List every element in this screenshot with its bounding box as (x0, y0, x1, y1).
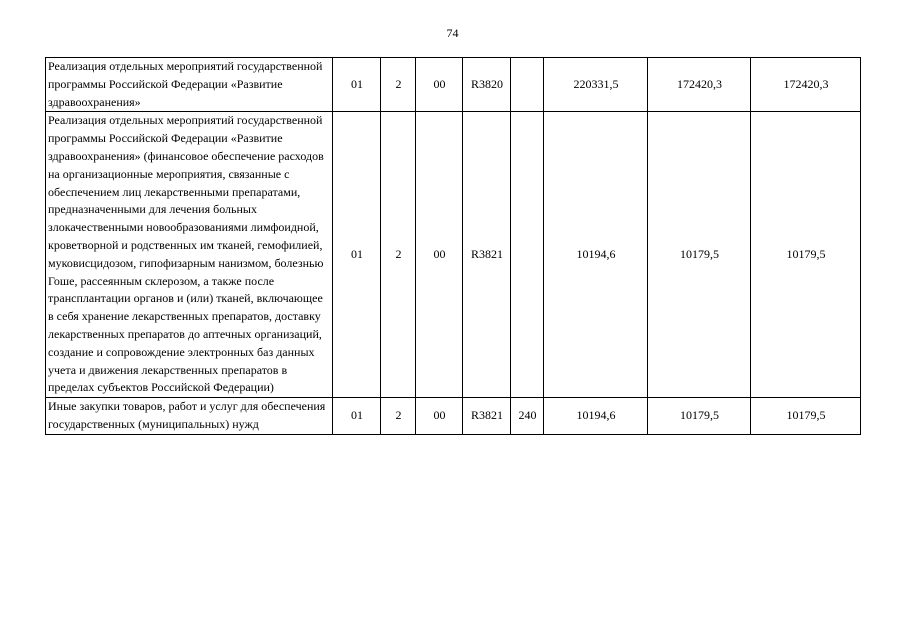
budget-table (45, 57, 861, 435)
amount-year-3: 10179,5 (751, 398, 861, 435)
main-event-code: 00 (416, 398, 463, 435)
amount-year-3: 172420,3 (751, 58, 861, 112)
row-name: Реализация отдельных мероприятий государственной программы Российской Федерации «Развитие здравоохранения» (46, 58, 333, 112)
subprogram-code: 2 (381, 112, 416, 398)
section-code: 01 (333, 398, 381, 435)
table-row (46, 58, 861, 112)
main-event-code: 00 (416, 58, 463, 112)
subprogram-code: 2 (381, 398, 416, 435)
expense-type-code (511, 112, 544, 398)
row-name: Иные закупки товаров, работ и услуг для обеспечения государственных (муниципальных) нужд (46, 398, 333, 435)
amount-year-1: 10194,6 (544, 112, 648, 398)
expense-type-code (511, 58, 544, 112)
direction-code: R3821 (463, 112, 511, 398)
table-row (46, 398, 861, 435)
direction-code: R3821 (463, 398, 511, 435)
main-event-code: 00 (416, 112, 463, 398)
table-row (46, 112, 861, 398)
amount-year-2: 172420,3 (648, 58, 751, 112)
section-code: 01 (333, 112, 381, 398)
amount-year-1: 220331,5 (544, 58, 648, 112)
direction-code: R3820 (463, 58, 511, 112)
subprogram-code: 2 (381, 58, 416, 112)
amount-year-2: 10179,5 (648, 398, 751, 435)
page-number: 74 (446, 26, 459, 40)
amount-year-2: 10179,5 (648, 112, 751, 398)
expense-type-code: 240 (511, 398, 544, 435)
section-code: 01 (333, 58, 381, 112)
amount-year-1: 10194,6 (544, 398, 648, 435)
row-name: Реализация отдельных мероприятий государственной программы Российской Федерации «Развитие здравоохранения» (финансовое обеспечение расходов на организационные мероприятия, связанные с обеспечением лиц лекарственными препаратами, предназначенными для лечения больных злокачественными новообразованиями лимфоидной, кроветворной и родственных им тканей, гемофилией, муковисцидозом, гипофизарным нанизмом, болезнью Гоше, рассеянным склерозом, а также после трансплантации органов и (или) тканей, включающее в себя хранение лекарственных препаратов, доставку лекарственных препаратов до аптечных организаций, создание и сопровождение электронных баз данных учета и движения лекарственных препаратов в пределах субъектов Российской Федерации) (46, 112, 333, 398)
amount-year-3: 10179,5 (751, 112, 861, 398)
